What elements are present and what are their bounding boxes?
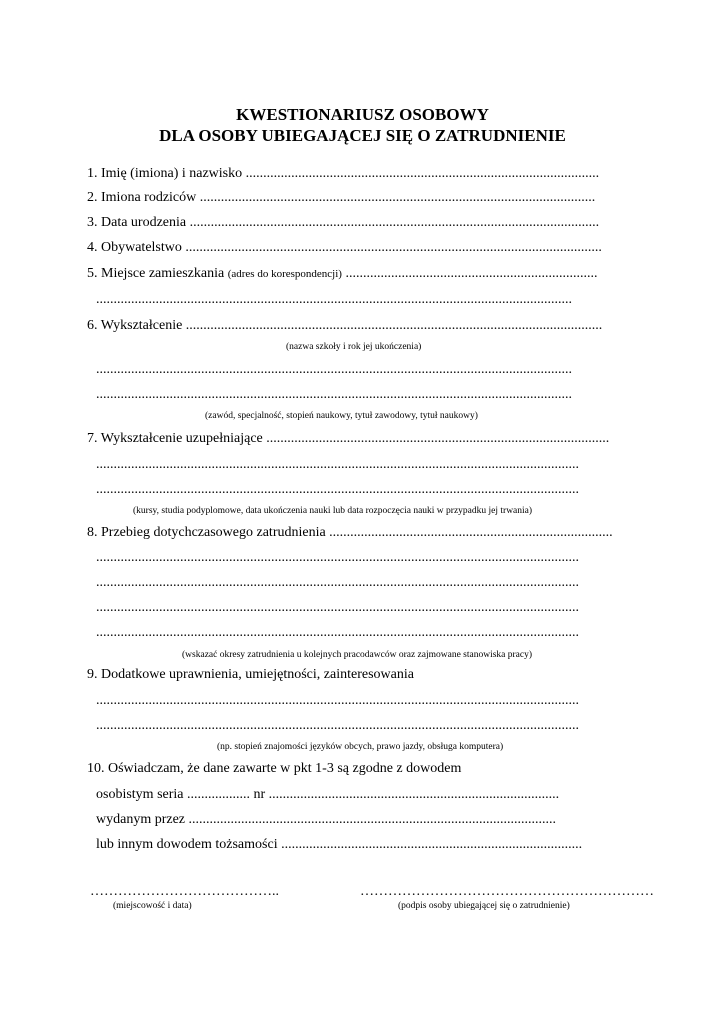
field-2-parents: 2. Imiona rodziców ................................................................................................................. [87,190,596,205]
field-7-note: (kursy, studia podyplomowe, data ukończenia nauki lub data rozpoczęcia nauki w przypadku jej trwania) [133,506,533,516]
field-7-continuation-1: .......................................................................................................................................... [96,457,579,472]
field-5-label: 5. Miejsce zamieszkania [87,266,225,281]
field-10-id-series: osobistym seria .................. nr ................................................................................... [96,787,560,802]
field-9-continuation-2: .......................................................................................................................................... [96,718,579,733]
field-9-note: (np. stopień znajomości języków obcych, prawo jazdy, obsługa komputera) [217,742,504,752]
title-line-1: KWESTIONARIUSZ OSOBOWY [236,105,489,124]
field-7-additional-education: 7. Wykształcenie uzupełniające .................................................................................................. [87,431,610,446]
field-8-continuation-3: .......................................................................................................................................... [96,600,579,615]
signature-place-date-label: (miejscowość i data) [113,901,192,911]
signature-applicant-label: (podpis osoby ubiegającej się o zatrudnienie) [398,901,570,911]
field-5-dots: ........................................................................ [345,266,598,281]
field-6-continuation-1: ........................................................................................................................................ [96,362,572,377]
field-6-note-school: (nazwa szkoły i rok jej ukończenia) [286,342,422,352]
field-5-address [87,266,597,282]
signature-place-date-dots: ………………………………….. [90,884,279,899]
field-10-other-id: lub innym dowodem tożsamości ...................................................................................... [96,837,583,852]
field-8-continuation-1: .......................................................................................................................................... [96,550,579,565]
field-4-citizenship: 4. Obywatelstwo ....................................................................................................................... [87,240,602,255]
field-5-continuation: ........................................................................................................................................ [96,292,572,307]
field-9-continuation-1: .......................................................................................................................................... [96,693,579,708]
signature-applicant-dots: ……………………………………………………… [360,884,654,899]
field-9-skills: 9. Dodatkowe uprawnienia, umiejętności, zainteresowania [87,667,414,682]
field-10-issued-by: wydanym przez ......................................................................................................... [96,812,557,827]
field-8-continuation-2: .......................................................................................................................................... [96,575,579,590]
field-8-continuation-4: .......................................................................................................................................... [96,625,579,640]
field-8-note: (wskazać okresy zatrudnienia u kolejnych pracodawców oraz zajmowane stanowiska pracy) [182,650,533,660]
field-6-education: 6. Wykształcenie ....................................................................................................................... [87,318,603,333]
field-1-name: 1. Imię (imiona) i nazwisko ..................................................................................................... [87,166,600,181]
field-8-employment: 8. Przebieg dotychczasowego zatrudnienia ................................................................................. [87,525,613,540]
field-3-birthdate: 3. Data urodzenia ..................................................................................................................... [87,215,600,230]
field-10-statement: 10. Oświadczam, że dane zawarte w pkt 1-3 są zgodne z dowodem [87,761,462,776]
title-line-2: DLA OSOBY UBIEGAJĄCEJ SIĘ O ZATRUDNIENIE [159,126,566,145]
field-6-note-profession: (zawód, specjalność, stopień naukowy, tytuł zawodowy, tytuł naukowy) [205,411,478,421]
field-6-continuation-2: ........................................................................................................................................ [96,387,572,402]
field-5-hint: (adres do korespondencji) [227,268,342,280]
field-7-continuation-2: .......................................................................................................................................... [96,482,579,497]
